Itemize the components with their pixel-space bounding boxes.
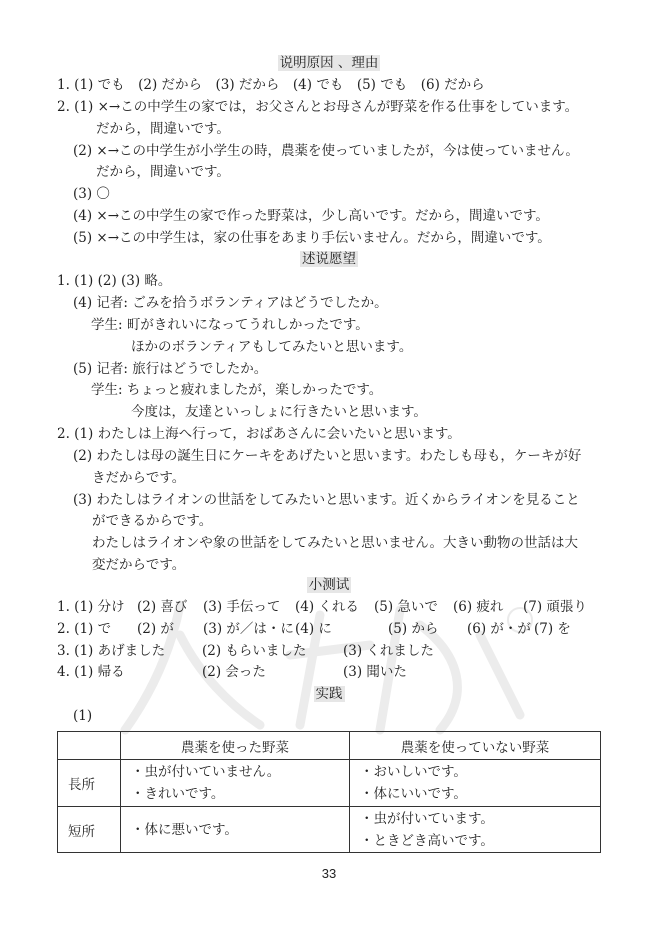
quiz-item: (4) くれる	[295, 599, 359, 615]
answer-line: 学生: 町がきれいになってうれしかったです。	[91, 317, 369, 333]
answer-line: 学生: ちょっと疲れましたが，楽しかったです。	[91, 382, 383, 398]
quiz-item: 4. (1) 帰る	[57, 664, 125, 680]
quiz-item: (3) 手伝って	[203, 599, 281, 615]
section-heading	[0, 683, 658, 705]
sub-question: (1)	[73, 708, 93, 724]
answer-line: (5) ×→この中学生は，家の仕事をあまり手伝いません。だから，間違いです。	[73, 230, 551, 246]
quiz-item: 2. (1) で	[57, 621, 112, 637]
quiz-row	[57, 661, 617, 683]
quiz-item: (4) に	[295, 621, 332, 637]
heading-text: 实践	[315, 686, 343, 702]
answer-line: (4) 记者: ごみを拾うボランティアはどうでしたか。	[73, 295, 388, 311]
cell-line: ・ときどき高いです。	[360, 832, 494, 849]
answer-line: だから，間違いです。	[96, 121, 230, 137]
quiz-row	[57, 618, 617, 640]
comparison-table	[57, 731, 601, 853]
answer-line: 2. (1) わたしは上海へ行って，おばあさんに会いたいと思います。	[57, 426, 461, 442]
heading-text: 说明原因 、理由	[279, 55, 379, 71]
page-number: 33	[321, 866, 337, 881]
quiz-item: (5) 急いで	[374, 599, 438, 615]
cell-line: ・虫が付いています。	[360, 810, 494, 827]
answer-line: わたしはライオンや象の世話をしてみたいと思いません。大きい動物の世話は大	[92, 535, 578, 551]
answer-line: (2) ×→この中学生が小学生の時，農薬を使っていましたが，今は使っていません。	[73, 143, 579, 159]
section-heading	[0, 52, 658, 74]
table-header-row	[58, 732, 601, 760]
table-cell	[121, 760, 350, 807]
table-cell	[350, 760, 601, 807]
table-header: 農薬を使っていない野菜	[350, 732, 601, 760]
quiz-item: (7) 頑張り	[523, 599, 587, 615]
quiz-row	[57, 640, 617, 662]
section-heading	[0, 574, 658, 596]
answer-line: (4) ×→この中学生の家で作った野菜は，少し高いです。だから，間違いです。	[73, 208, 549, 224]
cell-line: ・体にいいです。	[360, 786, 467, 802]
answer-line: (5) 记者: 旅行はどうでしたか。	[73, 361, 268, 377]
table-cell	[350, 807, 601, 853]
heading-text: 述说愿望	[302, 251, 356, 267]
table-row	[58, 807, 601, 853]
quiz-item: (6) が・が	[467, 621, 531, 637]
answer-line: ができるからです。	[92, 513, 213, 529]
heading-text: 小测试	[308, 577, 350, 593]
answer-line: 変だからです。	[92, 557, 186, 573]
quiz-item: (2) 喜び	[137, 599, 188, 615]
cell-line: ・虫が付いていません。	[131, 764, 281, 780]
quiz-item: (2) が	[137, 621, 174, 637]
quiz-item: 3. (1) あげました	[57, 643, 166, 659]
answer-line: 2. (1) ×→この中学生の家では，お父さんとお母さんが野菜を作る仕事をしています。	[57, 99, 579, 115]
quiz-item: (2) もらいました	[202, 643, 307, 659]
quiz-item: (5) から	[388, 621, 439, 637]
cell-line: ・きれいです。	[131, 786, 225, 802]
answer-line: 1. (1) でも (2) だから (3) だから (4) でも (5) でも (6) だから	[57, 77, 485, 93]
quiz-item: (2) 会った	[202, 664, 266, 680]
answer-line: (2) わたしは母の誕生日にケーキをあげたいと思います。わたしも母も，ケーキが好	[73, 448, 582, 464]
quiz-item: (6) 疲れ	[453, 599, 504, 615]
quiz-item: (3) が／は・に	[203, 621, 294, 637]
cell-line: ・おいしいです。	[360, 764, 467, 780]
answer-line: 1. (1) (2) (3) 略。	[57, 273, 172, 289]
quiz-row	[57, 596, 617, 618]
answer-line: きだからです。	[92, 470, 186, 486]
answer-line: だから，間違いです。	[96, 164, 230, 180]
quiz-item: (3) くれました	[343, 643, 434, 659]
table-cell	[121, 807, 350, 853]
row-label: 長所	[58, 760, 121, 807]
row-label: 短所	[58, 807, 121, 853]
quiz-item: (7) を	[534, 621, 571, 637]
table-row	[58, 760, 601, 807]
answer-line: (3) わたしはライオンの世話をしてみたいと思います。近くからライオンを見ること	[73, 492, 580, 508]
answer-line: ほかのボランティアもしてみたいと思います。	[131, 339, 413, 355]
quiz-item: (3) 聞いた	[343, 664, 407, 680]
quiz-item: 1. (1) 分け	[57, 599, 125, 615]
cell-line: ・体に悪いです。	[131, 821, 238, 838]
answer-line: (3) 〇	[73, 186, 110, 202]
answer-line: 今度は，友達といっしょに行きたいと思います。	[131, 404, 427, 420]
table-header	[58, 732, 121, 760]
section-heading	[0, 248, 658, 270]
table-header: 農薬を使った野菜	[121, 732, 350, 760]
